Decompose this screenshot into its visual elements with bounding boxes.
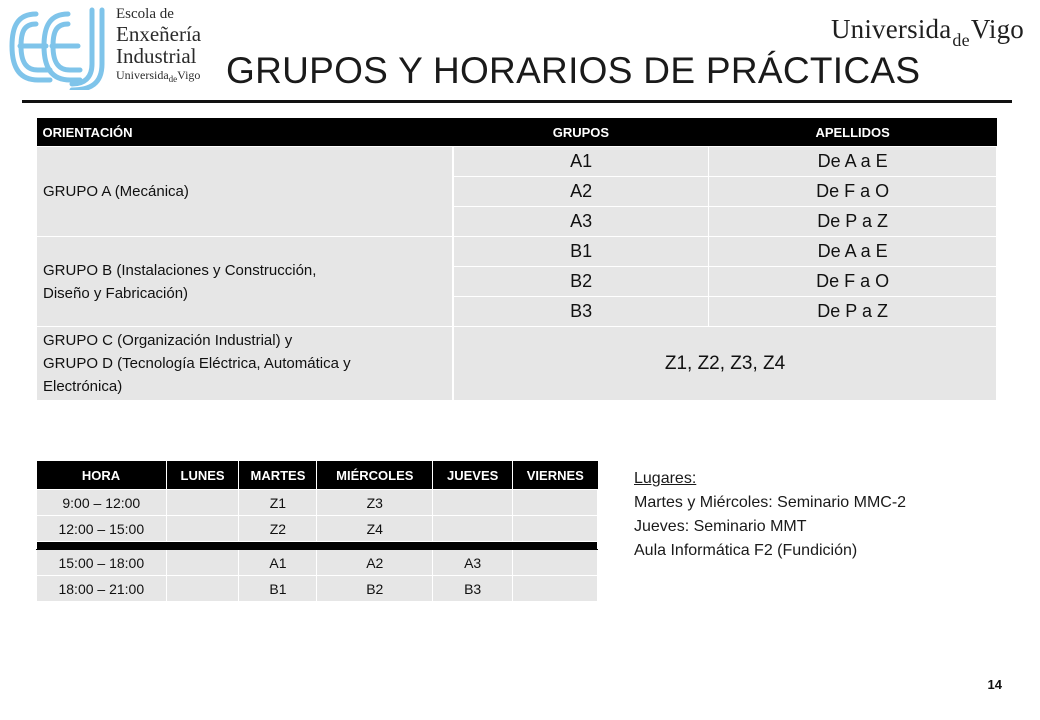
orient-b-line-1: GRUPO B (Instalaciones y Construcción, <box>43 261 317 279</box>
schedule-cell: Z3 <box>317 490 433 516</box>
time-cell: 18:00 – 21:00 <box>37 576 167 602</box>
logo-line-4-post: Vigo <box>177 68 201 82</box>
schedule-cell <box>513 576 598 602</box>
header-martes: MARTES <box>239 461 317 490</box>
schedule-cell: A1 <box>239 550 317 576</box>
orient-b-line-2: Diseño y Fabricación) <box>43 284 189 302</box>
locations-notes <box>634 467 906 563</box>
notes-line-3: Aula Informática F2 (Fundición) <box>634 542 858 559</box>
table-row <box>37 516 598 542</box>
university-logo-pre: Universida <box>830 14 952 44</box>
schedule-cell: Z1 <box>239 490 317 516</box>
university-logo-post: Vigo <box>970 14 1024 44</box>
schedule-cell: A3 <box>433 550 513 576</box>
schedule-cell <box>513 550 598 576</box>
notes-heading: Lugares: <box>634 470 697 487</box>
group-cell: A2 <box>453 177 709 207</box>
header-lunes: LUNES <box>166 461 239 490</box>
table-row <box>37 327 997 401</box>
header-miercoles: MIÉRCOLES <box>317 461 433 490</box>
schedule-cell <box>513 516 598 542</box>
orient-c-line-2: GRUPO D (Tecnología Eléctrica, Automática y <box>43 355 351 372</box>
schedule-cell <box>166 550 239 576</box>
title-divider <box>22 100 1012 103</box>
school-logo-text <box>116 6 201 83</box>
table-row <box>37 576 598 602</box>
orient-c-line-1: GRUPO C (Organización Industrial) y <box>43 332 293 349</box>
logo-line-4-sub: de <box>168 74 178 84</box>
eei-logo-icon <box>6 4 112 90</box>
group-cell: A3 <box>453 207 709 237</box>
header-orientacion: ORIENTACIÓN <box>37 118 454 147</box>
surname-cell: De P a Z <box>709 297 997 327</box>
surname-cell: De F a O <box>709 267 997 297</box>
schedule-cell: B2 <box>317 576 433 602</box>
surname-cell: De A a E <box>709 147 997 177</box>
header-jueves: JUEVES <box>433 461 513 490</box>
schedule-cell: Z4 <box>317 516 433 542</box>
schedule-break-row <box>37 542 598 550</box>
header-grupos: GRUPOS <box>453 118 709 147</box>
surname-cell: De P a Z <box>709 207 997 237</box>
group-cell: A1 <box>453 147 709 177</box>
orientation-group-c-d <box>37 327 454 401</box>
schedule-cell <box>433 490 513 516</box>
break-bar <box>37 542 598 550</box>
group-cell: B2 <box>453 267 709 297</box>
table-row <box>37 237 997 267</box>
orientation-group-b <box>37 237 454 327</box>
group-cell: B1 <box>453 237 709 267</box>
schedule-cell <box>433 516 513 542</box>
schedule-cell: Z2 <box>239 516 317 542</box>
schedule-table <box>36 461 598 602</box>
schedule-cell: A2 <box>317 550 433 576</box>
table-row <box>37 147 997 177</box>
schedule-cell <box>513 490 598 516</box>
groups-table <box>36 118 997 401</box>
surname-cell: De F a O <box>709 177 997 207</box>
surname-cell: De A a E <box>709 237 997 267</box>
time-cell: 12:00 – 15:00 <box>37 516 167 542</box>
time-cell: 15:00 – 18:00 <box>37 550 167 576</box>
logo-line-2: Enxeñería <box>116 22 202 46</box>
group-z-cell: Z1, Z2, Z3, Z4 <box>453 327 996 401</box>
notes-line-1: Martes y Miércoles: Seminario MMC-2 <box>634 494 907 511</box>
groups-header-row <box>37 118 997 147</box>
schedule-cell <box>166 490 239 516</box>
schedule-cell <box>166 576 239 602</box>
schedule-cell: B3 <box>433 576 513 602</box>
schedule-header-row <box>37 461 598 490</box>
logo-line-3: Industrial <box>116 44 197 68</box>
logo-line-4 <box>116 68 201 83</box>
orientation-group-a: GRUPO A (Mecánica) <box>37 147 454 237</box>
page-title: GRUPOS Y HORARIOS DE PRÁCTICAS <box>226 50 921 91</box>
header-apellidos: APELLIDOS <box>709 118 997 147</box>
university-logo-sub: de <box>952 30 970 50</box>
header-viernes: VIERNES <box>513 461 598 490</box>
time-cell: 9:00 – 12:00 <box>37 490 167 516</box>
group-cell: B3 <box>453 297 709 327</box>
schedule-cell <box>166 516 239 542</box>
table-row <box>37 550 598 576</box>
page-number: 14 <box>987 677 1002 692</box>
school-logo <box>6 4 216 90</box>
header-hora: HORA <box>37 461 167 490</box>
orient-c-line-3: Electrónica) <box>43 378 123 395</box>
university-logo <box>830 14 1024 50</box>
schedule-cell: B1 <box>239 576 317 602</box>
logo-line-1: Escola de <box>116 6 174 22</box>
logo-line-4-pre: Universida <box>116 68 169 82</box>
table-row <box>37 490 598 516</box>
notes-line-2: Jueves: Seminario MMT <box>634 518 807 535</box>
